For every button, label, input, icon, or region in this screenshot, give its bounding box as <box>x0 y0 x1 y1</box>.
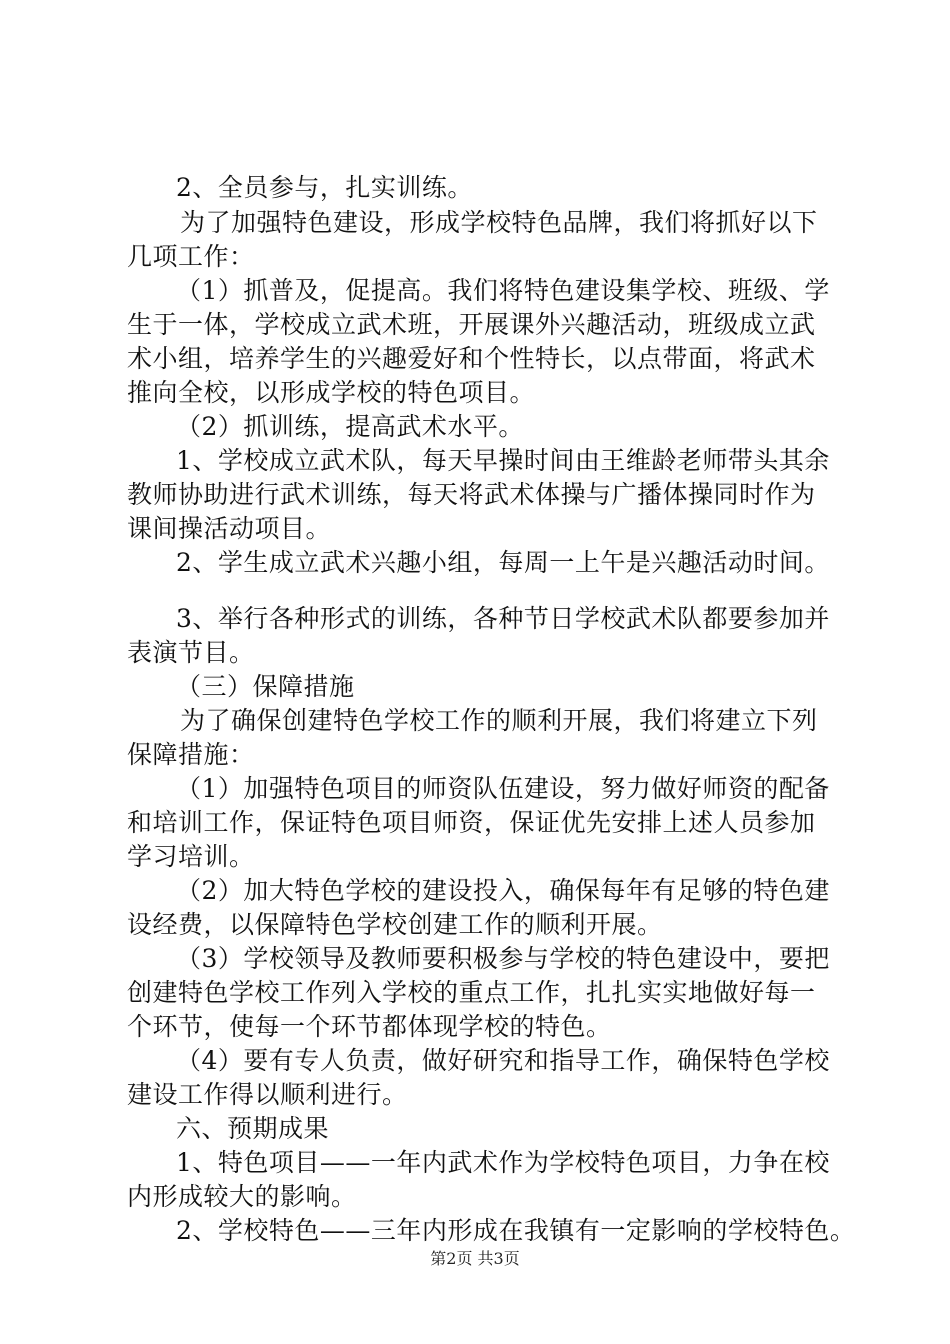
text-line: 3、举行各种形式的训练，各种节日学校武术队都要参加并 <box>176 604 830 633</box>
text-line: 为了确保创建特色学校工作的顺利开展，我们将建立下列 <box>180 706 818 735</box>
text-line: 表演节目。 <box>127 638 255 667</box>
text-line: 1、学校成立武术队，每天早操时间由王维龄老师带头其余 <box>176 446 830 475</box>
text-line: 推向全校，以形成学校的特色项目。 <box>127 378 536 407</box>
text-line: 个环节，使每一个环节都体现学校的特色。 <box>127 1012 612 1041</box>
text-line: 设经费，以保障特色学校创建工作的顺利开展。 <box>127 910 663 939</box>
text-line: 2、学校特色——三年内形成在我镇有一定影响的学校特色。 <box>176 1216 856 1245</box>
text-line: 1、特色项目——一年内武术作为学校特色项目，力争在校 <box>176 1148 830 1177</box>
text-line: 教师协助进行武术训练，每天将武术体操与广播体操同时作为 <box>127 480 816 509</box>
text-line: 和培训工作，保证特色项目师资，保证优先安排上述人员参加 <box>127 808 816 837</box>
text-line: 学习培训。 <box>127 842 255 871</box>
text-line: 几项工作： <box>127 242 255 271</box>
text-line: 2、全员参与，扎实训练。 <box>176 173 473 202</box>
text-line: 内形成较大的影响。 <box>127 1182 357 1211</box>
text-line: 创建特色学校工作列入学校的重点工作，扎扎实实地做好每一 <box>127 978 816 1007</box>
text-line: 2、学生成立武术兴趣小组，每周一上午是兴趣活动时间。 <box>176 548 830 577</box>
text-line: 保障措施： <box>127 740 255 769</box>
text-line: 建设工作得以顺利进行。 <box>127 1080 408 1109</box>
section-heading: （三）保障措施 <box>176 672 355 701</box>
text-line: （2）加大特色学校的建设投入，确保每年有足够的特色建 <box>176 876 830 905</box>
text-line: （1）加强特色项目的师资队伍建设，努力做好师资的配备 <box>176 774 830 803</box>
section-heading: 六、预期成果 <box>176 1114 330 1143</box>
text-line: （4）要有专人负责，做好研究和指导工作，确保特色学校 <box>176 1046 830 1075</box>
text-line: （1）抓普及，促提高。我们将特色建设集学校、班级、学 <box>176 276 830 305</box>
text-line: 为了加强特色建设，形成学校特色品牌，我们将抓好以下 <box>180 208 818 237</box>
text-line: 术小组，培养学生的兴趣爱好和个性特长，以点带面，将武术 <box>127 344 816 373</box>
text-line: 课间操活动项目。 <box>127 514 332 543</box>
page-number-footer: 第2页 共3页 <box>430 1249 520 1268</box>
text-line: （3）学校领导及教师要积极参与学校的特色建设中，要把 <box>176 944 830 973</box>
text-line: （2）抓训练，提高武术水平。 <box>176 412 524 441</box>
text-line: 生于一体，学校成立武术班，开展课外兴趣活动，班级成立武 <box>127 310 816 339</box>
